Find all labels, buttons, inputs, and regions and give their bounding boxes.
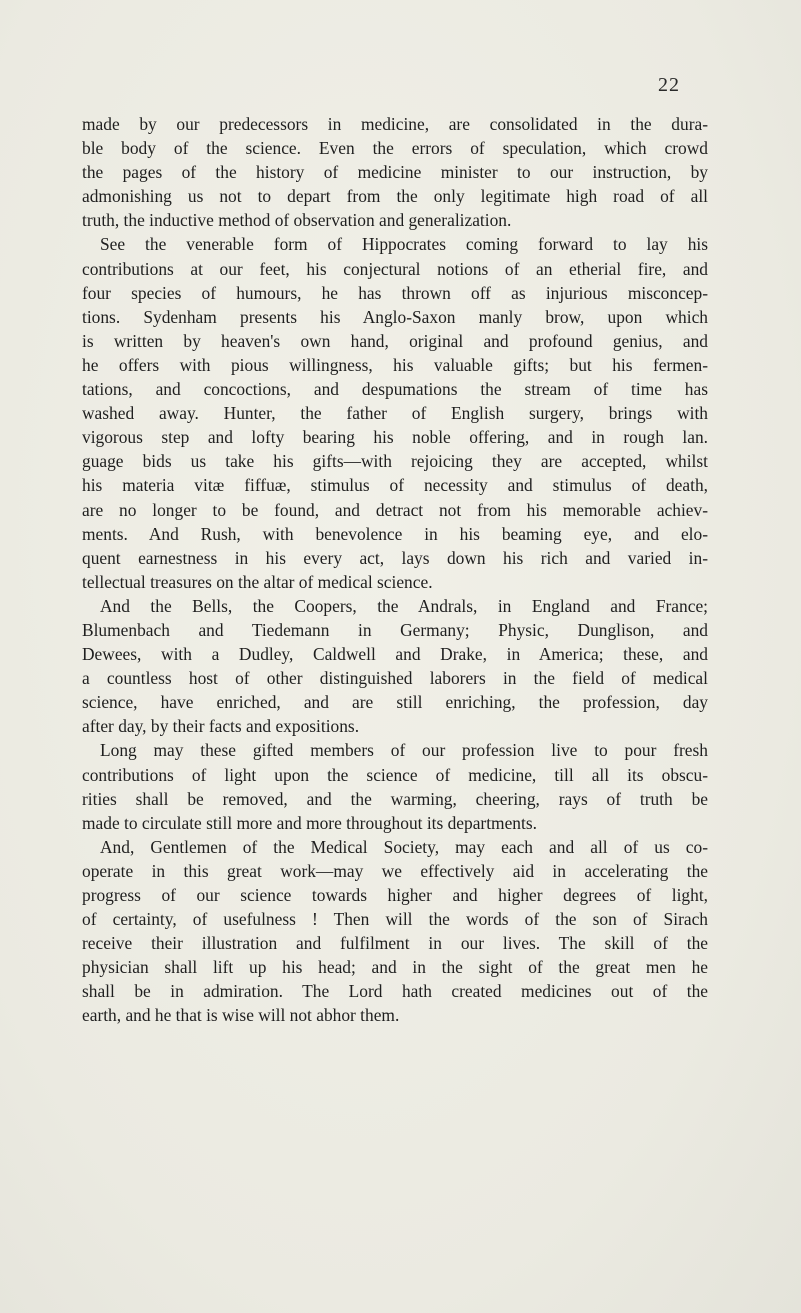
text-line: science, have enriched, and are still enriching, the profession, day xyxy=(82,692,708,713)
text-line: are no longer to be found, and detract not from his memorable achiev- xyxy=(82,499,708,520)
text-line: And the Bells, the Coopers, the Andrals, in England and France; xyxy=(100,595,708,616)
text-line: ments. And Rush, with benevolence in his beaming eye, and elo- xyxy=(82,523,708,544)
page-number: 22 xyxy=(658,74,680,96)
text-line: is written by heaven's own hand, original and profound genius, and xyxy=(82,330,708,351)
text-line: admonishing us not to depart from the only legitimate high road of all xyxy=(82,186,708,207)
text-line: tations, and concoctions, and despumations the stream of time has xyxy=(82,379,708,400)
text-line: made to circulate still more and more throughout its departments. xyxy=(82,812,537,833)
text-line: operate in this great work—may we effectively aid in accelerating the xyxy=(82,860,708,881)
text-line: made by our predecessors in medicine, are consolidated in the dura- xyxy=(82,114,708,134)
text-line: rities shall be removed, and the warming, cheering, rays of truth be xyxy=(82,788,708,809)
text-line: Long may these gifted members of our profession live to pour fresh xyxy=(100,740,708,761)
text-line: Dewees, with a Dudley, Caldwell and Drake, in America; these, and xyxy=(82,644,708,665)
text-line: of certainty, of usefulness ! Then will the words of the son of Sirach xyxy=(82,909,708,930)
text-line: after day, by their facts and expositions. xyxy=(82,716,360,737)
text-line: contributions at our feet, his conjectural notions of an etherial fire, and xyxy=(82,258,708,279)
text-line: physician shall lift up his head; and in the sight of the great men he xyxy=(82,957,708,978)
body-text xyxy=(82,112,708,1028)
text-line: tions. Sydenham presents his Anglo-Saxon manly brow, upon which xyxy=(82,306,708,327)
text-line: vigorous step and lofty bearing his noble offering, and in rough lan. xyxy=(82,427,708,448)
text-line: tellectual treasures on the altar of medical science. xyxy=(82,571,433,592)
text-line: truth, the inductive method of observation and generalization. xyxy=(82,210,512,231)
text-line: the pages of the history of medicine minister to our instruction, by xyxy=(82,162,708,183)
text-line: And, Gentlemen of the Medical Society, may each and all of us co- xyxy=(100,836,708,857)
text-line: earth, and he that is wise will not abhor them. xyxy=(82,1005,400,1026)
text-line: he offers with pious willingness, his valuable gifts; but his fermen- xyxy=(82,354,708,375)
text-line: washed away. Hunter, the father of English surgery, brings with xyxy=(82,403,708,424)
text-line: Blumenbach and Tiedemann in Germany; Physic, Dunglison, and xyxy=(82,619,708,640)
text-line: progress of our science towards higher and higher degrees of light, xyxy=(82,885,708,905)
text-line: four species of humours, he has thrown off as injurious misconcep- xyxy=(82,282,708,303)
text-line: contributions of light upon the science of medicine, till all its obscu- xyxy=(82,764,708,785)
text-line: ble body of the science. Even the errors of speculation, which crowd xyxy=(82,138,708,159)
text-line: shall be in admiration. The Lord hath created medicines out of the xyxy=(82,981,708,1002)
text-line: quent earnestness in his every act, lays down his rich and varied in- xyxy=(82,547,708,568)
text-line: guage bids us take his gifts—with rejoicing they are accepted, whilst xyxy=(82,451,708,472)
text-line: See the venerable form of Hippocrates coming forward to lay his xyxy=(100,234,708,255)
text-line: receive their illustration and fulfilment in our lives. The skill of the xyxy=(82,933,708,954)
text-line: a countless host of other distinguished laborers in the field of medical xyxy=(82,668,708,689)
text-line: his materia vitæ fiffuæ, stimulus of necessity and stimulus of death, xyxy=(82,475,708,496)
